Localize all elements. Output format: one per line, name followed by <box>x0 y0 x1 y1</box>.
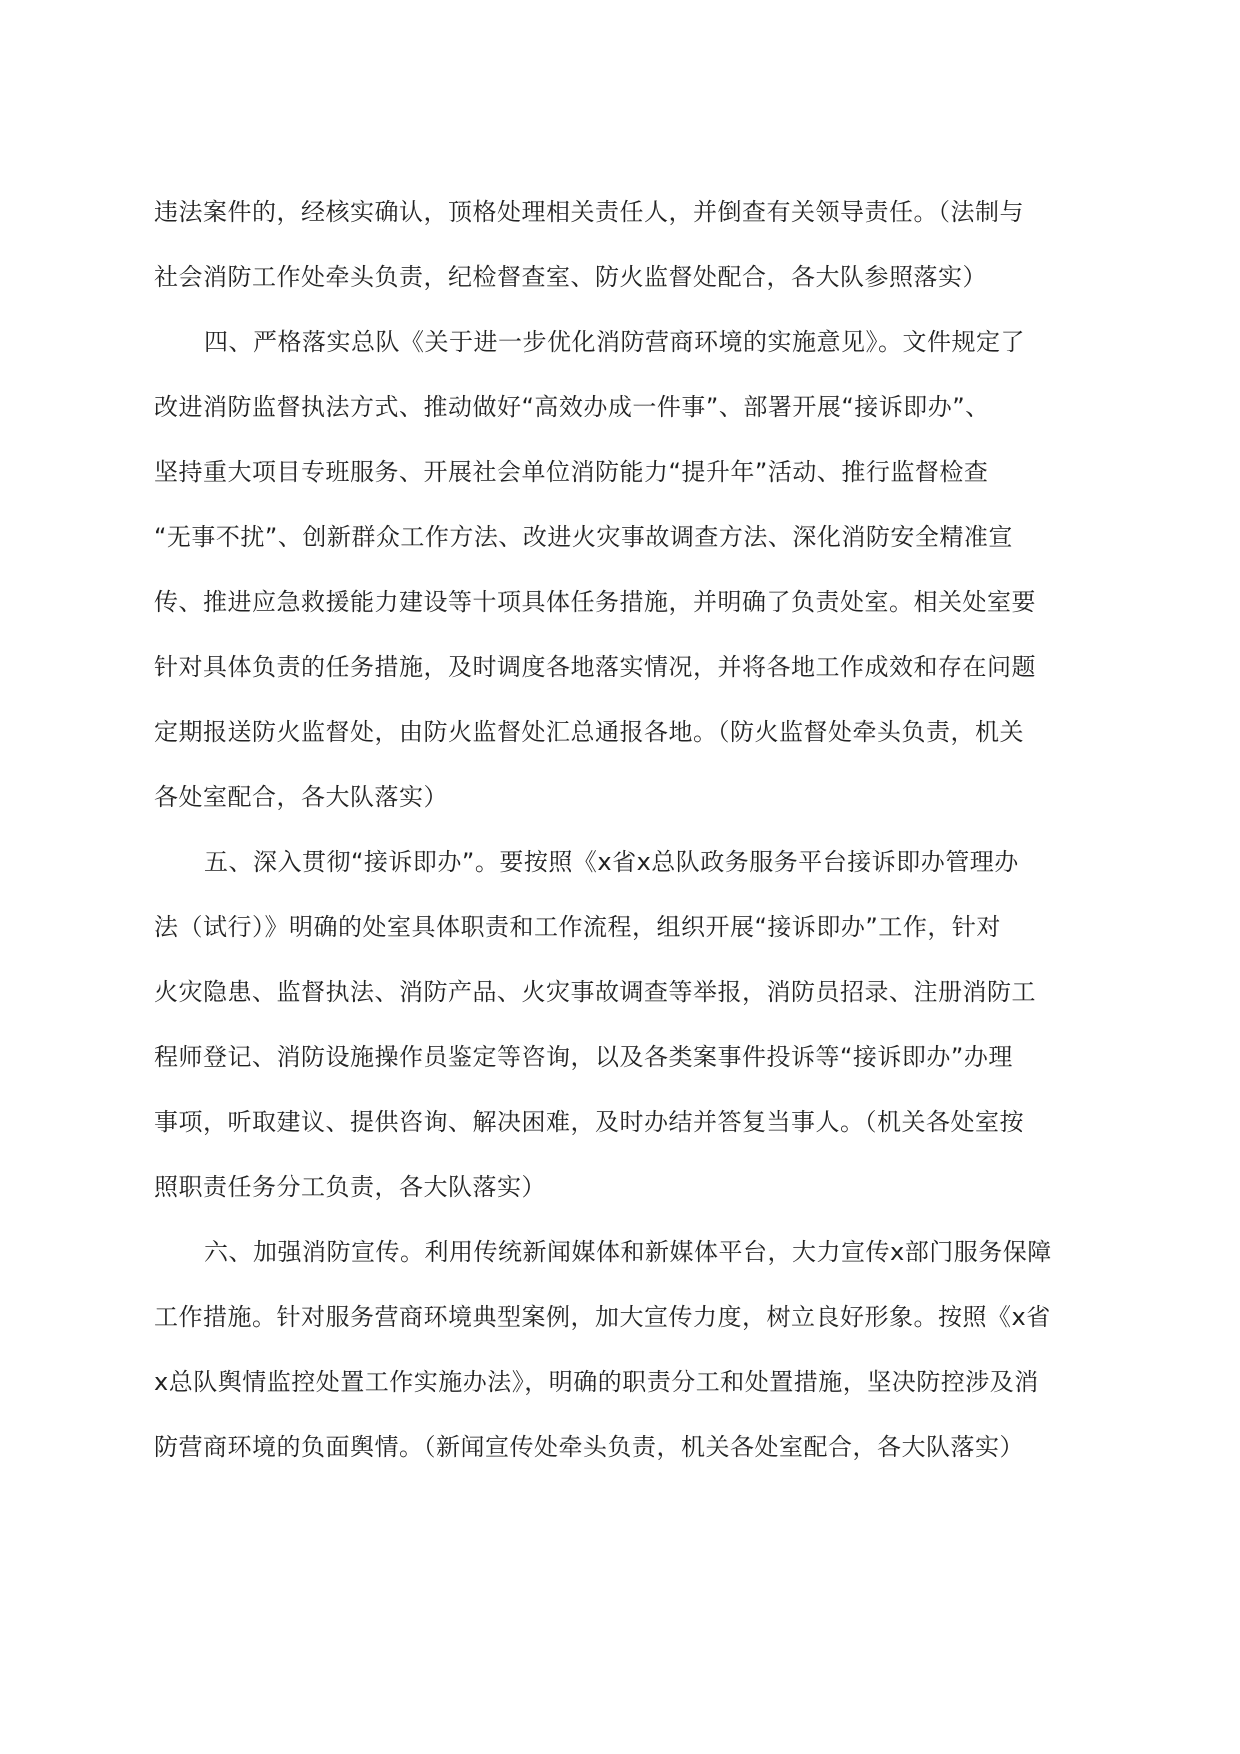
text-line: 程师登记、消防设施操作员鉴定等咨询，以及各类案事件投诉等“接诉即办”办理 <box>154 1043 1013 1071</box>
paragraph-6-start: 六、加强消防宣传。利用传统新闻媒体和新媒体平台，大力宣传x部门服务保障 <box>204 1238 1052 1266</box>
text-line: 各处室配合，各大队落实） <box>154 783 448 811</box>
text-line: 违法案件的，经核实确认，顶格处理相关责任人，并倒查有关领导责任。（法制与 <box>154 198 1024 226</box>
text-line: 工作措施。针对服务营商环境典型案例，加大宣传力度，树立良好形象。按照《x省 <box>154 1303 1051 1331</box>
text-line: “无事不扰”、创新群众工作方法、改进火灾事故调查方法、深化消防安全精准宣 <box>154 523 1013 551</box>
paragraph-4-start: 四、严格落实总队《关于进一步优化消防营商环境的实施意见》。文件规定了 <box>204 328 1025 356</box>
text-line: 社会消防工作处牵头负责，纪检督查室、防火监督处配合，各大队参照落实） <box>154 263 987 291</box>
paragraph-5-start: 五、深入贯彻“接诉即办”。要按照《x省x总队政务服务平台接诉即办管理办 <box>204 848 1019 876</box>
text-line: 定期报送防火监督处，由防火监督处汇总通报各地。（防火监督处牵头负责，机关 <box>154 718 1024 746</box>
text-line: 火灾隐患、监督执法、消防产品、火灾事故调查等举报，消防员招录、注册消防工 <box>154 978 1036 1006</box>
text-line: 照职责任务分工负责，各大队落实） <box>154 1173 546 1201</box>
text-line: 法（试行）》明确的处室具体职责和工作流程，组织开展“接诉即办”工作，针对 <box>154 913 1001 941</box>
text-line: 针对具体负责的任务措施，及时调度各地落实情况，并将各地工作成效和存在问题 <box>154 653 1036 681</box>
text-line: 防营商环境的负面舆情。（新闻宣传处牵头负责，机关各处室配合，各大队落实） <box>154 1433 1024 1461</box>
text-line: 改进消防监督执法方式、推动做好“高效办成一件事”、部署开展“接诉即办”、 <box>154 393 990 421</box>
text-line: 事项，听取建议、提供咨询、解决困难，及时办结并答复当事人。（机关各处室按 <box>154 1108 1024 1136</box>
text-line: 坚持重大项目专班服务、开展社会单位消防能力“提升年”活动、推行监督检查 <box>154 458 989 486</box>
text-line: x总队舆情监控处置工作实施办法》，明确的职责分工和处置措施，坚决防控涉及消 <box>154 1368 1039 1396</box>
text-line: 传、推进应急救援能力建设等十项具体任务措施，并明确了负责处室。相关处室要 <box>154 588 1036 616</box>
